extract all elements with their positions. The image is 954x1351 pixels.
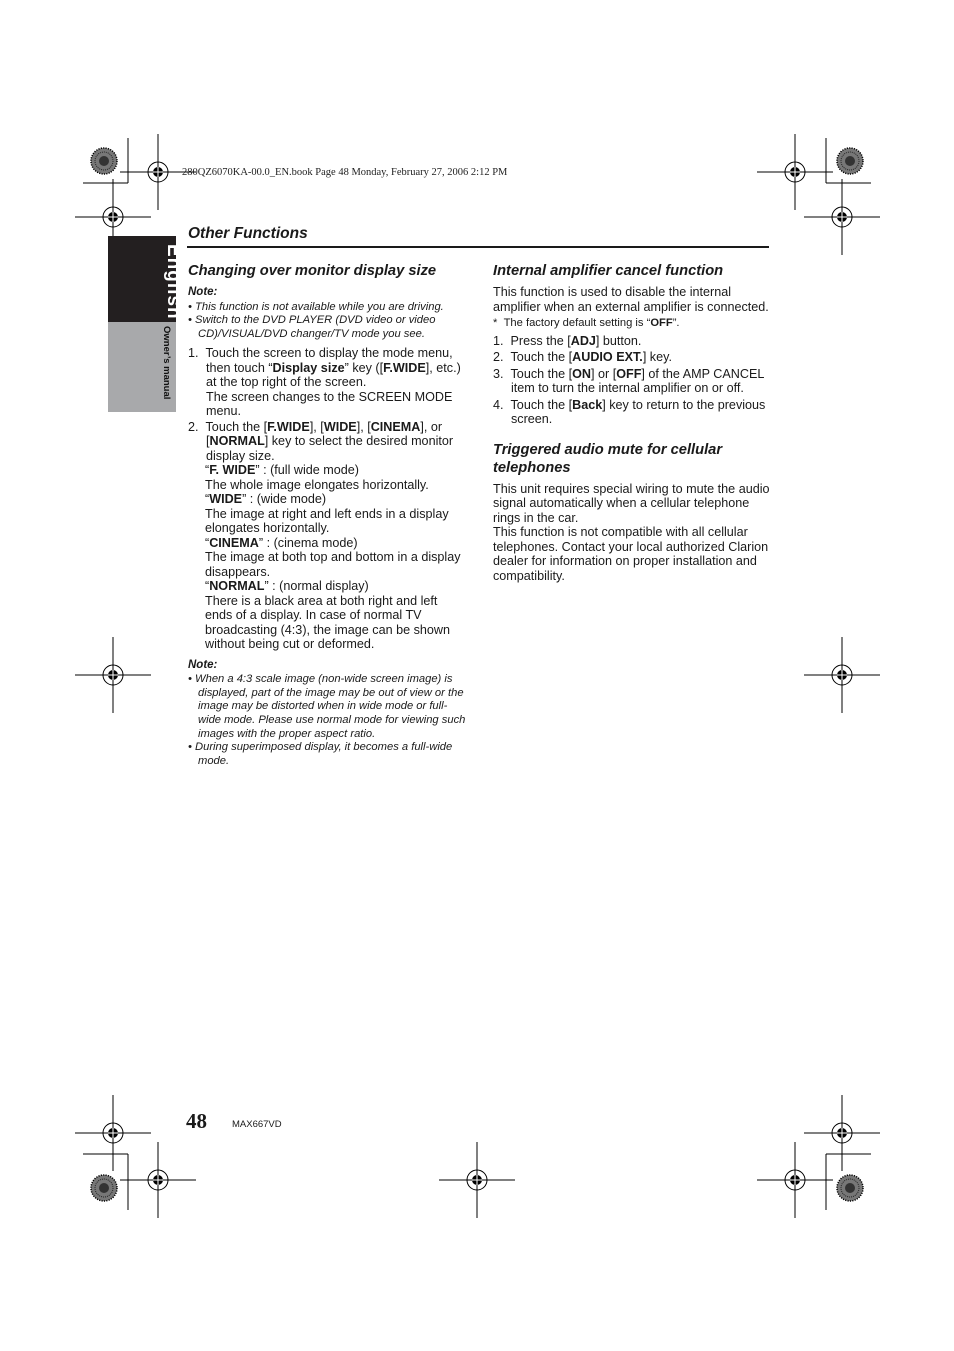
section-title: Other Functions xyxy=(188,225,308,242)
model-number: MAX667VD xyxy=(232,1119,282,1130)
mode-description: The image at right and left ends in a display elongates horizontally. xyxy=(205,506,449,536)
audio-mute-paragraph: This function is not compatible with all cellular telephones. Contact your local authorized Clarion dealer for information on proper installation and compatibility. xyxy=(493,525,769,583)
note-item: • During superimposed display, it becomes a full-wide mode. xyxy=(188,741,453,767)
audio-mute-paragraph: This unit requires special wiring to mute the audio signal automatically when a cellular telephone rings in the car. xyxy=(493,481,770,525)
note-label: Note: xyxy=(188,658,218,671)
mode-name: “F. WIDE” : (full wide mode) xyxy=(205,463,359,478)
note-item: • This function is not available while you are driving. xyxy=(188,300,444,313)
mode-description: The whole image elongates horizontally. xyxy=(205,477,429,492)
mode-name: “WIDE” : (wide mode) xyxy=(205,492,327,507)
mode-description: There is a black area at both right and left ends of a display. In case of normal TV broadcasting (4:3), the image can be shown without being cut or deformed. xyxy=(205,593,451,652)
default-setting-note: * The factory default setting is “OFF”. xyxy=(493,317,680,329)
step-2: 2. Touch the [F.WIDE], [WIDE], [CINEMA], or [NORMAL] key to select the desired monitor display size. xyxy=(188,419,454,463)
amp-step: 1. Press the [ADJ] button. xyxy=(493,333,642,348)
page-number: 48 xyxy=(186,1109,207,1133)
amp-step: 3. Touch the [ON] or [OFF] of the AMP CANCEL item to turn the internal amplifier on or off. xyxy=(493,366,764,395)
right-column xyxy=(493,262,773,583)
amp-cancel-heading: Internal amplifier cancel function xyxy=(493,263,724,279)
file-slug: 280QZ6070KA-00.0_EN.book Page 48 Monday, February 27, 2006 2:12 PM xyxy=(182,167,508,178)
display-size-heading: Changing over monitor display size xyxy=(188,263,437,279)
mode-list xyxy=(188,463,468,652)
section-rule xyxy=(187,246,769,248)
language-tab-label: English xyxy=(163,244,184,320)
amp-step: 2. Touch the [AUDIO EXT.] key. xyxy=(493,350,672,364)
audio-mute-heading: Triggered audio mute for cellular telephones xyxy=(493,441,723,476)
mode-description: The image at both top and bottom in a display disappears. xyxy=(205,550,461,579)
step-1-result: The screen changes to the SCREEN MODE menu. xyxy=(206,389,453,419)
mode-name: “CINEMA” : (cinema mode) xyxy=(205,535,358,550)
amp-cancel-intro: This function is used to disable the internal amplifier when an external amplifier is connected. xyxy=(493,285,769,314)
mode-name: “NORMAL” : (normal display) xyxy=(205,579,369,594)
amp-step: 4. Touch the [Back] key to return to the previous screen. xyxy=(493,397,766,426)
step-1: 1. Touch the screen to display the mode menu, then touch “Display size” key ([F.WIDE], etc.) at the top right of the screen. xyxy=(188,346,461,390)
note-item: • When a 4:3 scale image (non-wide screen image) is displayed, part of the image may be out of view or the image may be distorted when in wide mode or full-wide mode. Please use normal mode for viewing such images with the proper aspect ratio. xyxy=(188,673,466,740)
manual-tab-label: Owner’s manual xyxy=(161,326,172,400)
left-column xyxy=(188,262,468,768)
note-item: • Switch to the DVD PLAYER (DVD video or video CD)/VISUAL/DVD changer/TV mode you see. xyxy=(188,314,436,340)
note-label: Note: xyxy=(188,286,218,298)
